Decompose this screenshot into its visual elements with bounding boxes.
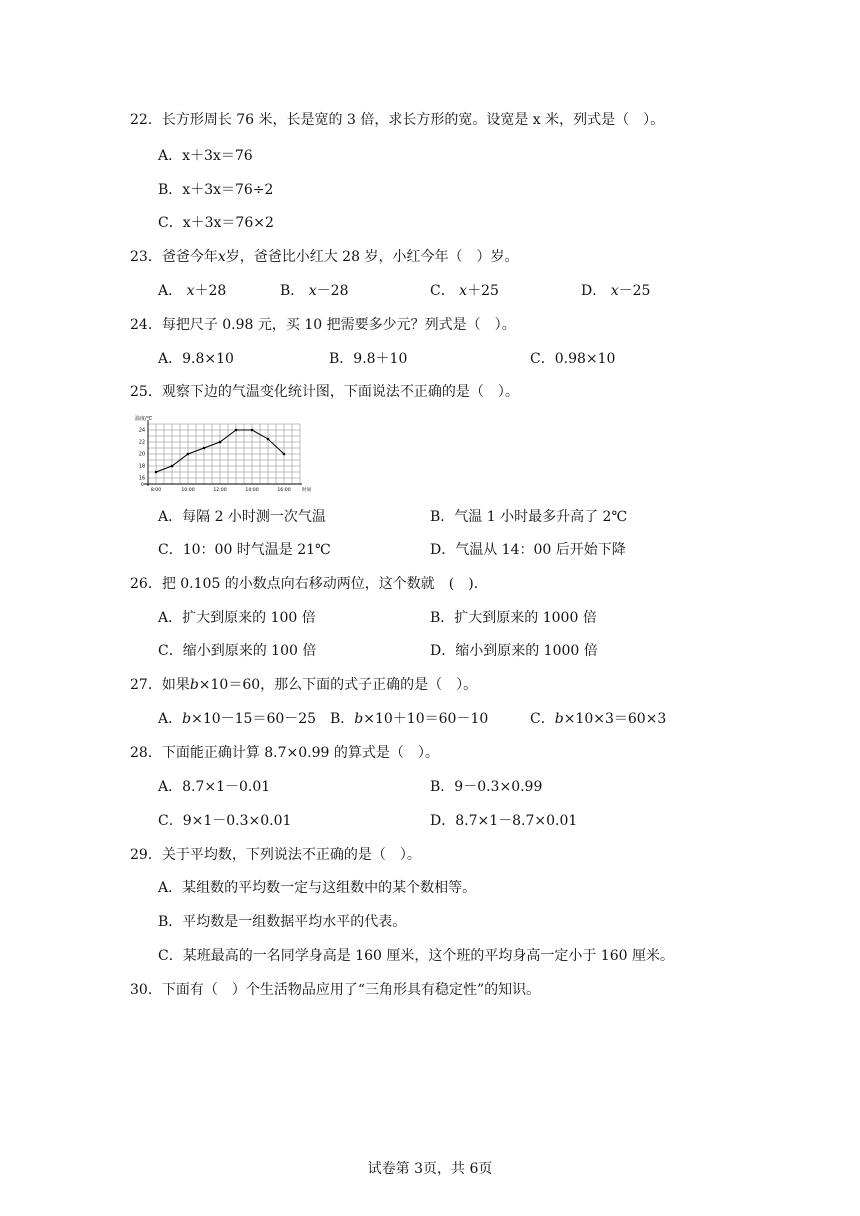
option-label: B． [280,283,305,299]
option-label: D． [581,283,607,299]
variable: x [186,283,195,299]
option-label: D． [430,643,456,659]
origin-label: 0 [141,483,144,488]
option-text: －28 [316,283,349,299]
option-25d[interactable] [430,540,626,560]
option-text: 缩小到原来的 1000 倍 [455,643,598,659]
data-point [267,438,270,441]
option-label: C． [158,542,183,558]
question-29 [130,845,421,865]
question-30 [130,980,540,1000]
option-29a[interactable] [158,878,476,898]
option-label: C． [158,813,183,829]
x-tick-label: 16:00 [277,488,291,492]
option-text: 扩大到原来的 100 倍 [182,610,316,626]
option-text: ×10－15＝60－25 [191,711,317,727]
option-label: A． [158,351,183,367]
variable: x [459,283,468,299]
variable: x [217,249,226,265]
option-28a[interactable] [158,777,270,797]
question-number: 22． [130,112,162,128]
option-23a[interactable] [158,281,226,301]
option-22a[interactable] [158,146,253,166]
option-23b[interactable] [280,281,348,301]
question-24 [130,315,516,335]
question-text: 岁，爸爸比小红大 28 岁，小红今年（ ）岁。 [225,249,519,265]
option-text: ＋25 [467,283,499,299]
option-text: x＋3x＝76 [182,148,253,164]
question-23 [130,247,518,267]
question-number: 26． [130,576,162,592]
option-28b[interactable] [430,777,542,797]
option-text: ×10×3＝60×3 [563,711,667,727]
option-label: D． [430,542,456,558]
option-24b[interactable] [329,349,407,369]
option-text: 9×1－0.3×0.01 [182,813,292,829]
option-label: C． [430,283,455,299]
option-text: 10：00 时气温是 21℃ [182,542,331,558]
option-label: A． [158,880,183,896]
option-26b[interactable] [430,608,597,628]
x-tick-label: 10:00 [181,488,195,492]
variable: b [182,711,192,727]
option-label: B． [430,610,455,626]
option-label: C． [530,351,555,367]
data-point [283,453,286,456]
question-text: 下面能正确计算 8.7×0.99 的算式是（ ）。 [161,745,439,761]
data-point [187,453,190,456]
option-label: B． [430,779,455,795]
x-tick-label: 8:00 [150,488,162,492]
option-text: 每隔 2 小时测一次气温 [182,509,326,525]
option-text: 某班最高的一名同学身高是 160 厘米，这个班的平均身高一定小于 160 厘米。 [182,948,674,964]
option-24a[interactable] [158,349,234,369]
data-point [155,471,158,474]
option-text: 气温从 14：00 后开始下降 [455,542,626,558]
question-text: 每把尺子 0.98 元，买 10 把需要多少元？列式是（ ）。 [161,317,516,333]
question-number: 25． [130,384,162,400]
option-label: A． [158,509,183,525]
option-label: B． [329,351,354,367]
option-28c[interactable] [158,811,291,831]
option-26a[interactable] [158,608,316,628]
variable: b [354,711,364,727]
question-text: 关于平均数，下列说法不正确的是（ ）。 [161,847,421,863]
option-23d[interactable] [581,281,650,301]
option-text: 9－0.3×0.99 [454,779,543,795]
option-24c[interactable] [530,349,615,369]
page-footer: 试卷第 3页，共 6页 [367,1161,493,1177]
option-28d[interactable] [430,811,577,831]
x-tick-label: 14:00 [245,488,259,492]
option-label: B． [158,182,183,198]
option-text: 扩大到原来的 1000 倍 [454,610,597,626]
question-text: ×10＝60，那么下面的式子正确的是（ ）。 [198,677,478,693]
option-25c[interactable] [158,540,331,560]
option-label: A． [158,711,183,727]
option-label: B． [330,711,355,727]
option-text: 气温 1 小时最多升高了 2℃ [454,509,628,525]
question-22 [130,110,664,130]
variable: b [554,711,564,727]
question-number: 23． [130,249,162,265]
option-text: 9.8＋10 [353,351,408,367]
data-point [219,441,222,444]
option-label: C． [158,215,183,231]
x-tick-label: 12:00 [213,488,227,492]
option-27a[interactable] [158,709,316,729]
option-label: A． [158,779,183,795]
option-text: x＋3x＝76÷2 [182,182,274,198]
option-text: ×10＋10＝60－10 [363,711,489,727]
option-text: 缩小到原来的 100 倍 [182,643,317,659]
option-22b[interactable] [158,180,273,200]
option-text: 9.8×10 [182,351,234,367]
option-label: D． [430,813,456,829]
data-point [171,465,174,468]
data-point [203,447,206,450]
option-text: 8.7×1－0.01 [182,779,271,795]
option-25a[interactable] [158,507,326,527]
option-22c[interactable] [158,213,274,233]
option-label: C． [158,948,183,964]
option-label: C． [158,643,183,659]
y-tick-label: 22 [138,440,145,446]
option-label: B． [158,914,183,930]
option-27c[interactable] [530,709,666,729]
question-text: 把 0.105 的小数点向右移动两位，这个数就 ( ). [161,576,479,592]
question-text: 爸爸今年 [161,249,218,265]
data-point [251,429,254,432]
option-23c[interactable] [430,281,499,301]
option-text: 某组数的平均数一定与这组数中的某个数相等。 [182,880,477,896]
option-label: A． [158,610,183,626]
question-number: 28． [130,745,162,761]
option-label: B． [430,509,455,525]
y-tick-label: 24 [138,428,145,434]
question-text: 观察下边的气温变化统计图，下面说法不正确的是（ ）。 [161,384,519,400]
option-label: A． [158,283,183,299]
x-axis-title: 时间 [302,488,312,492]
variable: x [308,283,317,299]
option-text: 平均数是一组数据平均水平的代表。 [182,914,407,930]
variable: x [610,283,619,299]
option-25b[interactable] [430,507,627,527]
option-29b[interactable] [158,912,406,932]
question-number: 27． [130,677,162,693]
option-text: 0.98×10 [554,351,616,367]
question-number: 24． [130,317,162,333]
option-text: ＋28 [194,283,227,299]
question-27 [130,675,477,695]
option-29c[interactable] [158,946,674,966]
temperature-line-chart [134,414,314,492]
y-tick-label: 20 [138,452,145,458]
option-label: A． [158,148,183,164]
question-28 [130,743,439,763]
y-axis-title: 温度/℃ [135,416,153,422]
question-26 [130,574,478,594]
chart-grid [148,424,300,484]
option-26d[interactable] [430,641,598,661]
y-tick-label: 16 [138,476,145,482]
option-27b[interactable] [330,709,488,729]
question-text: 长方形周长 76 米，长是宽的 3 倍，求长方形的宽。设宽是 x 米，列式是（ ）。 [161,112,665,128]
option-text: －25 [618,283,651,299]
variable: b [189,677,199,693]
option-label: C． [530,711,555,727]
data-point [235,429,238,432]
option-text: 8.7×1－8.7×0.01 [455,813,578,829]
question-number: 30． [130,982,162,998]
question-25 [130,382,519,402]
option-text: x＋3x＝76×2 [182,215,274,231]
question-number: 29． [130,847,162,863]
question-text: 如果 [161,677,190,693]
question-text: 下面有（ ）个生活物品应用了“三角形具有稳定性”的知识。 [161,982,541,998]
option-26c[interactable] [158,641,316,661]
y-tick-label: 18 [138,464,145,470]
